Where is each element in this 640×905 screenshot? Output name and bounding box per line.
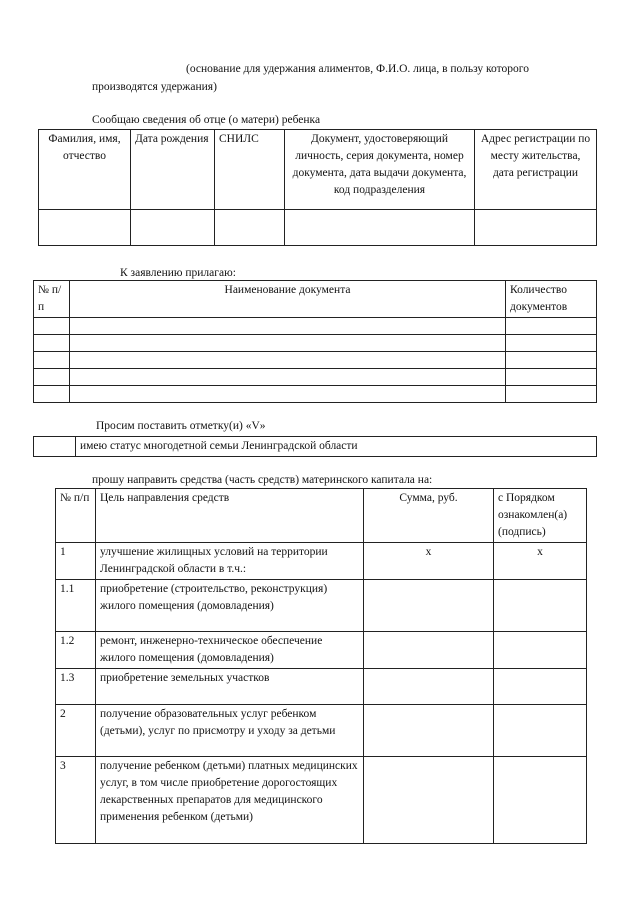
id-document-cell[interactable] bbox=[285, 210, 475, 246]
attach-num-cell[interactable] bbox=[34, 335, 70, 352]
capital-sum-header: Сумма, руб. bbox=[364, 489, 494, 543]
table-row bbox=[56, 632, 587, 669]
row-ack[interactable] bbox=[494, 669, 587, 705]
row-ack[interactable] bbox=[494, 757, 587, 844]
row-num: 1.3 bbox=[56, 669, 96, 705]
row-purpose: улучшение жилищных условий на территории Ленинградской области в т.ч.: bbox=[96, 543, 364, 580]
attach-count-header: Количество документов bbox=[506, 281, 597, 318]
attach-name-cell[interactable] bbox=[70, 386, 506, 403]
row-ack: х bbox=[494, 543, 587, 580]
attachments-intro: К заявлению прилагаю: bbox=[120, 267, 236, 279]
row-sum[interactable] bbox=[364, 632, 494, 669]
attach-num-cell[interactable] bbox=[34, 318, 70, 335]
table-row bbox=[34, 369, 597, 386]
attach-num-cell[interactable] bbox=[34, 352, 70, 369]
attach-name-cell[interactable] bbox=[70, 318, 506, 335]
capital-intro: прошу направить средства (часть средств) материнского капитала на: bbox=[92, 474, 433, 486]
table-row bbox=[56, 669, 587, 705]
capital-table bbox=[55, 488, 587, 844]
col-snils-header: СНИЛС bbox=[215, 130, 285, 210]
row-num: 3 bbox=[56, 757, 96, 844]
attach-name-cell[interactable] bbox=[70, 369, 506, 386]
mark-option-label: имею статус многодетной семьи Ленинградской области bbox=[76, 437, 597, 457]
row-sum[interactable] bbox=[364, 705, 494, 757]
row-num: 2 bbox=[56, 705, 96, 757]
capital-ack-header: с Порядком ознакомлен(а) (подпись) bbox=[494, 489, 587, 543]
basis-line-2: производятся удержания) bbox=[92, 81, 217, 93]
mark-checkbox-cell[interactable] bbox=[34, 437, 76, 457]
col-birthdate-header: Дата рождения bbox=[131, 130, 215, 210]
row-sum: х bbox=[364, 543, 494, 580]
attach-name-cell[interactable] bbox=[70, 352, 506, 369]
parent-info-intro: Сообщаю сведения об отце (о матери) ребенка bbox=[92, 114, 321, 126]
attach-num-cell[interactable] bbox=[34, 369, 70, 386]
row-ack[interactable] bbox=[494, 580, 587, 632]
row-num: 1.2 bbox=[56, 632, 96, 669]
mark-table bbox=[33, 436, 597, 457]
address-cell[interactable] bbox=[475, 210, 597, 246]
basis-line-1: (основание для удержания алиментов, Ф.И.О. лица, в пользу которого bbox=[186, 63, 529, 75]
row-sum[interactable] bbox=[364, 580, 494, 632]
row-num: 1.1 bbox=[56, 580, 96, 632]
attach-count-cell[interactable] bbox=[506, 386, 597, 403]
row-num: 1 bbox=[56, 543, 96, 580]
attach-count-cell[interactable] bbox=[506, 369, 597, 386]
table-row bbox=[56, 543, 587, 580]
col-id-document-header: Документ, удостоверяющий личность, серия документа, номер документа, дата выдачи документа, код подразделения bbox=[285, 130, 475, 210]
capital-purpose-header: Цель направления средств bbox=[96, 489, 364, 543]
parent-info-table bbox=[38, 129, 597, 246]
fio-cell[interactable] bbox=[39, 210, 131, 246]
table-row bbox=[56, 705, 587, 757]
col-fio-header: Фамилия, имя, отчество bbox=[39, 130, 131, 210]
row-sum[interactable] bbox=[364, 757, 494, 844]
table-row bbox=[34, 335, 597, 352]
attach-count-cell[interactable] bbox=[506, 352, 597, 369]
attach-num-cell[interactable] bbox=[34, 386, 70, 403]
row-purpose: приобретение земельных участков bbox=[96, 669, 364, 705]
attach-num-header: № п/п bbox=[34, 281, 70, 318]
birthdate-cell[interactable] bbox=[131, 210, 215, 246]
table-row bbox=[34, 386, 597, 403]
table-row bbox=[56, 757, 587, 844]
snils-cell[interactable] bbox=[215, 210, 285, 246]
row-sum[interactable] bbox=[364, 669, 494, 705]
row-purpose: ремонт, инженерно-техническое обеспечение жилого помещения (домовладения) bbox=[96, 632, 364, 669]
attach-name-header: Наименование документа bbox=[70, 281, 506, 318]
table-row bbox=[34, 318, 597, 335]
row-purpose: получение образовательных услуг ребенком (детьми), услуг по присмотру и уходу за детьми bbox=[96, 705, 364, 757]
row-ack[interactable] bbox=[494, 705, 587, 757]
mark-intro: Просим поставить отметку(и) «V» bbox=[96, 420, 266, 432]
row-purpose: получение ребенком (детьми) платных медицинских услуг, в том числе приобретение дорогостоящих лекарственных препаратов для медицинского применения ребенком (детьми) bbox=[96, 757, 364, 844]
attach-count-cell[interactable] bbox=[506, 318, 597, 335]
col-address-header: Адрес регистрации по месту жительства, дата регистрации bbox=[475, 130, 597, 210]
attach-name-cell[interactable] bbox=[70, 335, 506, 352]
attachments-table bbox=[33, 280, 597, 403]
row-ack[interactable] bbox=[494, 632, 587, 669]
table-row bbox=[34, 352, 597, 369]
capital-num-header: № п/п bbox=[56, 489, 96, 543]
row-purpose: приобретение (строительство, реконструкция) жилого помещения (домовладения) bbox=[96, 580, 364, 632]
table-row bbox=[56, 580, 587, 632]
attach-count-cell[interactable] bbox=[506, 335, 597, 352]
